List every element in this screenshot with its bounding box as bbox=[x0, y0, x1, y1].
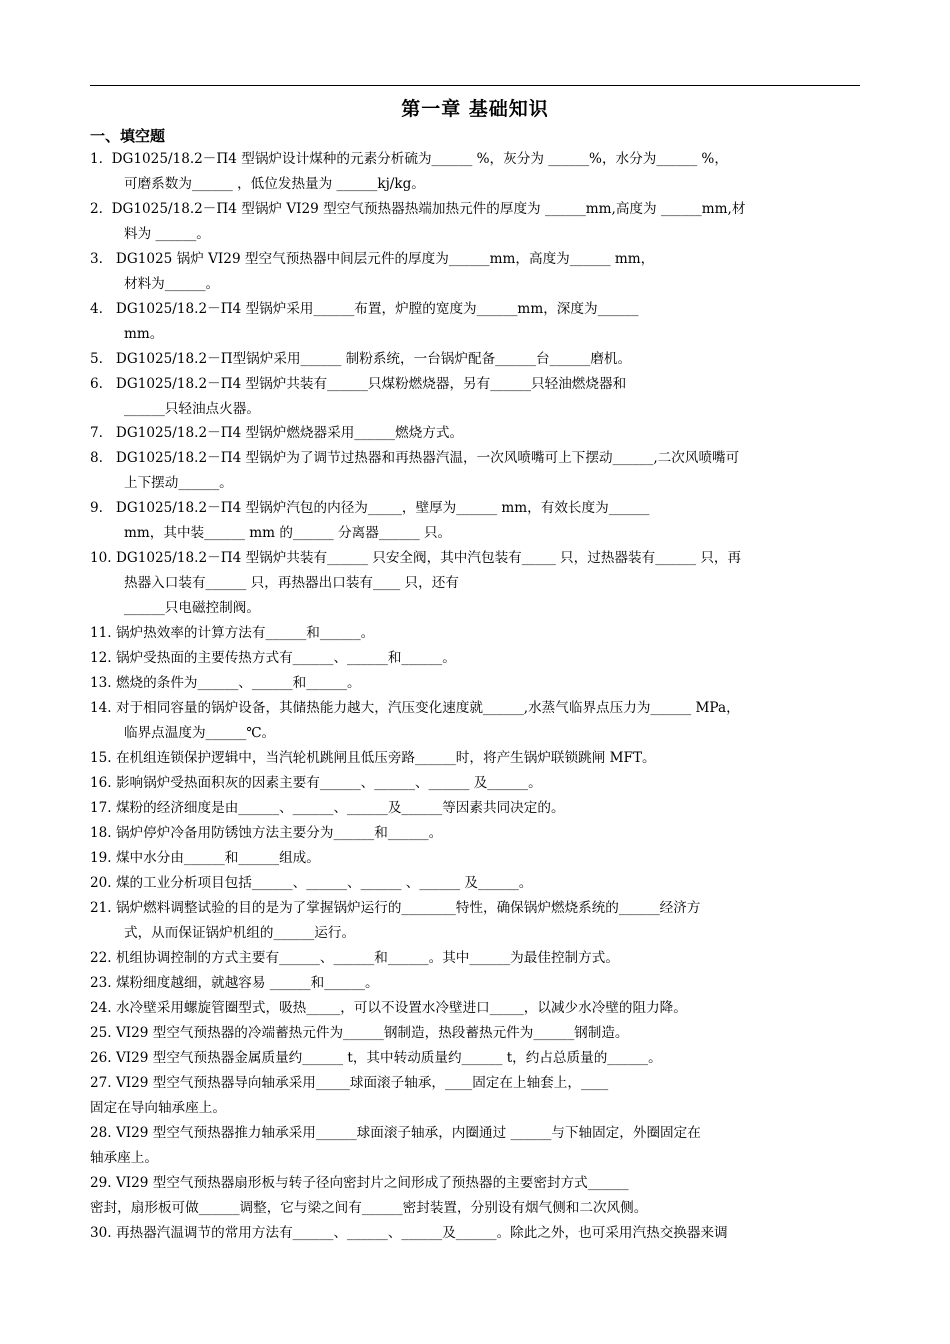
question-line: 热器入口装有______ 只，再热器出口装有____ 只，还有 bbox=[124, 575, 459, 591]
question-line: 26. VI29 型空气预热器金属质量约______ t，其中转动质量约______ t，约占总质量的______。 bbox=[90, 1050, 662, 1066]
question-line: 21. 锅炉燃料调整试验的目的是为了掌握锅炉运行的________特性，确保锅炉燃烧系统的______经济方 bbox=[90, 900, 701, 916]
question-line: 13. 燃烧的条件为______、______和______。 bbox=[90, 675, 361, 691]
question-line: 29. VI29 型空气预热器扇形板与转子径向密封片之间形成了预热器的主要密封方式______ bbox=[90, 1175, 629, 1191]
question-line: 18. 锅炉停炉冷备用防锈蚀方法主要分为______和______。 bbox=[90, 825, 443, 841]
question-line: 22. 机组协调控制的方式主要有______、______和______。其中______为最佳控制方式。 bbox=[90, 950, 619, 966]
question-line: 23. 煤粉细度越细，就越容易 ______和______。 bbox=[90, 975, 379, 991]
question-line: 28. VI29 型空气预热器推力轴承采用______球面滚子轴承，内圈通过 ______与下轴固定，外圈固定在 bbox=[90, 1125, 701, 1141]
question-line: 20. 煤的工业分析项目包括______、______、______ 、______ 及______。 bbox=[90, 875, 533, 891]
question-line: 8. DG1025/18.2－Π4 型锅炉为了调节过热器和再热器汽温，一次风喷嘴可上下摆动______,二次风喷嘴可 bbox=[90, 450, 740, 466]
chapter-title: 第一章 基础知识 bbox=[401, 98, 549, 120]
question-line: 上下摆动______。 bbox=[124, 475, 233, 491]
question-line: 2. DG1025/18.2－Π4 型锅炉 VI29 型空气预热器热端加热元件的厚度为 ______mm,高度为 ______mm,材 bbox=[90, 201, 746, 217]
question-line: 19. 煤中水分由______和______组成。 bbox=[90, 850, 320, 866]
question-line: 12. 锅炉受热面的主要传热方式有______、______和______。 bbox=[90, 650, 456, 666]
question-line: 4. DG1025/18.2－Π4 型锅炉采用______布置，炉膛的宽度为______mm，深度为______ bbox=[90, 301, 639, 317]
question-line: 可磨系数为______ ，低位发热量为 ______kj/kg。 bbox=[124, 176, 425, 192]
question-line: 固定在导向轴承座上。 bbox=[90, 1100, 226, 1116]
question-line: 14. 对于相同容量的锅炉设备，其储热能力越大，汽压变化速度就______,水蒸气临界点压力为______ MPa， bbox=[90, 700, 740, 716]
question-line: 料为 ______。 bbox=[124, 226, 210, 242]
question-line: 7. DG1025/18.2－Π4 型锅炉燃烧器采用______燃烧方式。 bbox=[90, 425, 464, 441]
header-rule bbox=[90, 85, 860, 86]
section-heading: 一、填空题 bbox=[90, 127, 166, 145]
question-line: 式，从而保证锅炉机组的______运行。 bbox=[124, 925, 356, 941]
question-line: 25. VI29 型空气预热器的冷端蓄热元件为______钢制造，热段蓄热元件为______钢制造。 bbox=[90, 1025, 629, 1041]
question-line: ______只电磁控制阀。 bbox=[124, 600, 260, 616]
question-line: 密封，扇形板可做______调整，它与梁之间有______密封装置，分别设有烟气侧和二次风侧。 bbox=[90, 1200, 648, 1216]
question-line: 10. DG1025/18.2－Π4 型锅炉共装有______ 只安全阀，其中汽包装有_____ 只，过热器装有______ 只，再 bbox=[90, 550, 742, 566]
question-line: 3. DG1025 锅炉 VI29 型空气预热器中间层元件的厚度为______mm，高度为______ mm， bbox=[90, 251, 655, 267]
question-line: 5. DG1025/18.2－Π型锅炉采用______ 制粉系统，一台锅炉配备______台______磨机。 bbox=[90, 351, 632, 367]
question-line: 30. 再热器汽温调节的常用方法有______、______、______及______。除此之外，也可采用汽热交换器来调 bbox=[90, 1225, 728, 1241]
question-line: 临界点温度为______℃。 bbox=[124, 725, 276, 741]
question-line: 17. 煤粉的经济细度是由______、______、______及______等因素共同决定的。 bbox=[90, 800, 565, 816]
question-line: ______只轻油点火器。 bbox=[124, 401, 260, 417]
question-line: mm，其中装______ mm 的______ 分离器______ 只。 bbox=[124, 525, 452, 541]
question-line: mm。 bbox=[124, 326, 164, 342]
question-line: 24. 水冷壁采用螺旋管圈型式，吸热_____，可以不设置水冷壁进口_____，以减少水冷壁的阻力降。 bbox=[90, 1000, 687, 1016]
question-line: 1. DG1025/18.2－Π4 型锅炉设计煤种的元素分析硫为______ %，灰分为 ______%，水分为______ %， bbox=[90, 151, 728, 167]
question-line: 轴承座上。 bbox=[90, 1150, 158, 1166]
question-line: 11. 锅炉热效率的计算方法有______和______。 bbox=[90, 625, 375, 641]
question-line: 16. 影响锅炉受热面积灰的因素主要有______、______、______ 及______。 bbox=[90, 775, 542, 791]
question-line: 材料为______。 bbox=[124, 276, 220, 292]
question-line: 27. VI29 型空气预热器导向轴承采用_____球面滚子轴承，____固定在上轴套上，____ bbox=[90, 1075, 609, 1091]
question-line: 15. 在机组连锁保护逻辑中，当汽轮机跳闸且低压旁路______时，将产生锅炉联锁跳闸 MFT。 bbox=[90, 750, 656, 766]
question-line: 9. DG1025/18.2－Π4 型锅炉汽包的内径为_____，壁厚为______ mm，有效长度为______ bbox=[90, 500, 650, 516]
question-line: 6. DG1025/18.2－Π4 型锅炉共装有______只煤粉燃烧器，另有______只轻油燃烧器和 bbox=[90, 376, 627, 392]
